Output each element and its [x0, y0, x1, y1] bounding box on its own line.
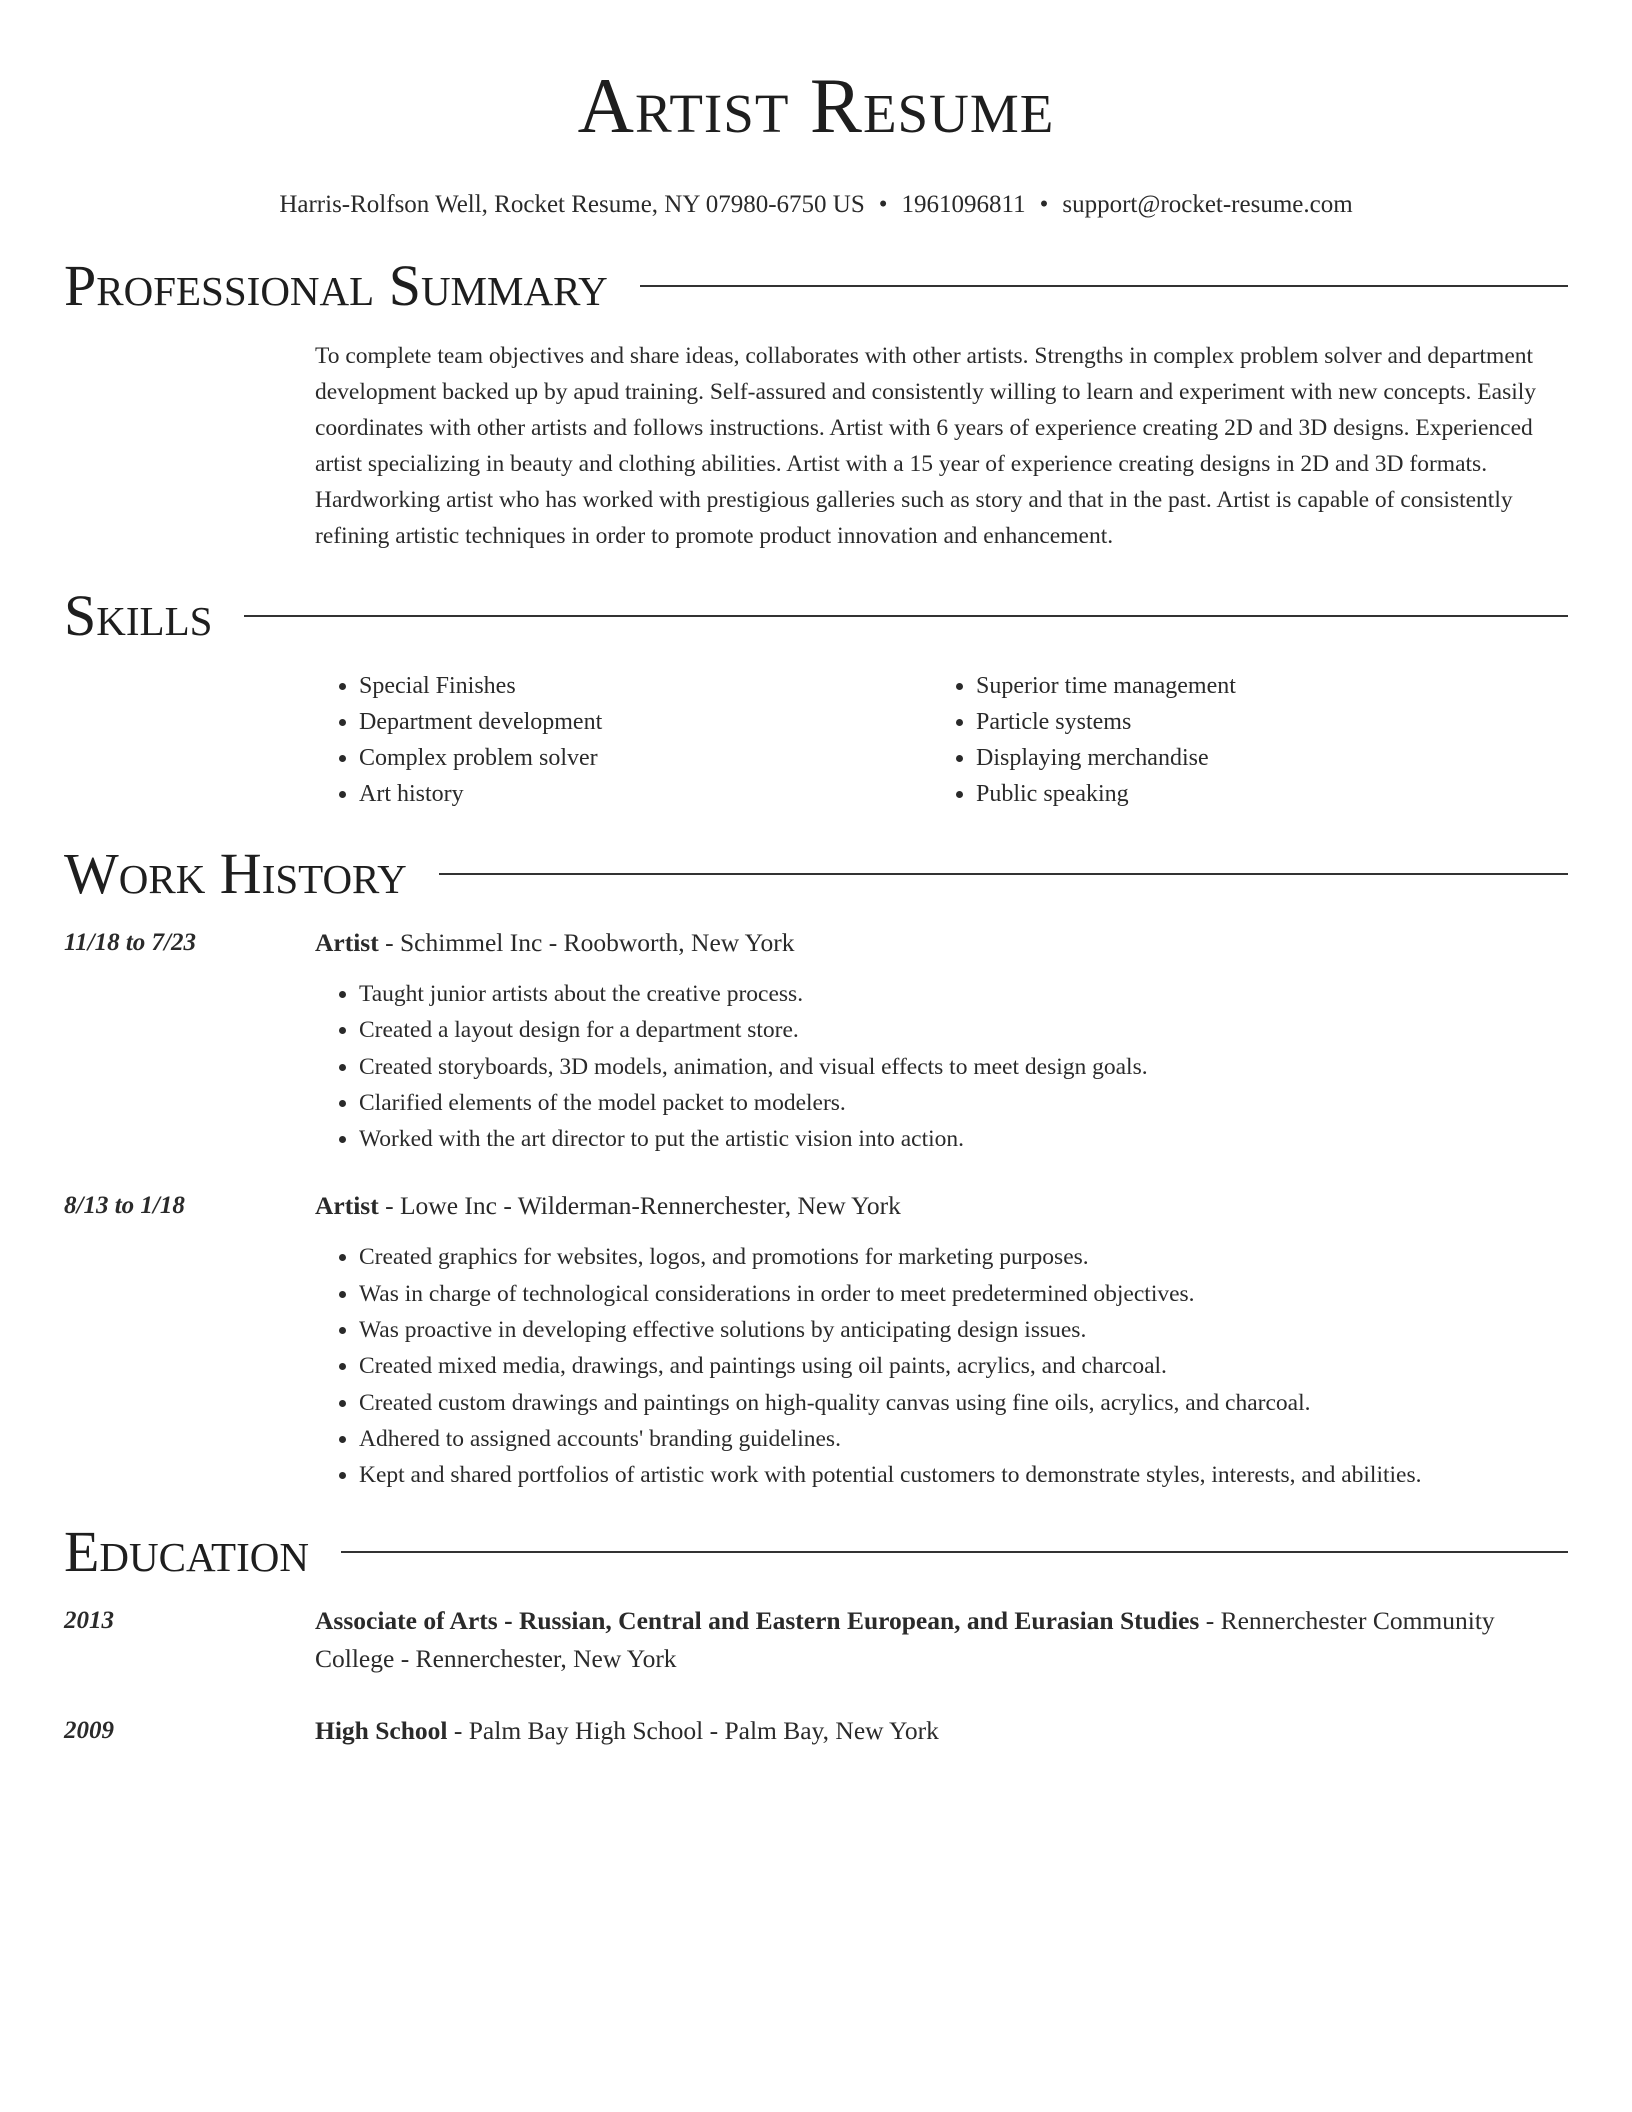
education-degree: High School	[315, 1715, 448, 1745]
work-history-heading: Work History	[64, 841, 407, 906]
skill-item: • Art history	[359, 776, 932, 812]
skill-item: • Particle systems	[976, 704, 1549, 740]
job-dates: 11/18 to 7/23	[64, 929, 196, 956]
job-details: - Schimmel Inc - Roobworth, New York	[378, 928, 795, 957]
job-bullet: • Kept and shared portfolios of artistic work with potential customers to demonstrate styles, interests, and abilities.	[359, 1457, 1568, 1493]
education-entry	[64, 1712, 1568, 1750]
contact-line	[64, 190, 1568, 220]
job-dates: 8/13 to 1/18	[64, 1192, 185, 1220]
education-header	[64, 1520, 1568, 1584]
section-divider	[439, 873, 1568, 875]
education-heading: Education	[64, 1518, 309, 1584]
contact-separator: •	[878, 191, 888, 218]
job-bullet: • Worked with the art director to put the artistic vision into action.	[359, 1121, 1568, 1157]
work-history-section	[64, 842, 1568, 1494]
resume-page	[64, 0, 1568, 1750]
job-header	[315, 1187, 1568, 1225]
summary-section	[64, 254, 1568, 554]
job-bullets	[315, 976, 1568, 1157]
contact-phone: 1961096811	[901, 191, 1026, 218]
job-bullet: • Clarified elements of the model packet to modelers.	[359, 1085, 1568, 1121]
job-bullet: • Created custom drawings and paintings on high-quality canvas using fine oils, acrylics, and charcoal.	[359, 1385, 1568, 1421]
job-bullet: • Was proactive in developing effective solutions by anticipating design issues.	[359, 1312, 1568, 1348]
education-details	[315, 1712, 1568, 1750]
skill-item: • Complex problem solver	[359, 740, 932, 776]
skill-item: • Displaying merchandise	[976, 740, 1549, 776]
job-bullet: • Adhered to assigned accounts' branding guidelines.	[359, 1421, 1568, 1457]
skill-item: • Superior time management	[976, 668, 1549, 704]
job-bullet: • Was in charge of technological considerations in order to meet predetermined objectives.	[359, 1276, 1568, 1312]
section-divider	[244, 615, 1568, 617]
education-year: 2013	[64, 1606, 114, 1634]
resume-title: Artist Resume	[577, 62, 1055, 149]
skills-header	[64, 584, 1568, 648]
contact-email: support@rocket-resume.com	[1062, 191, 1353, 218]
education-school: - Rennerchester Community College - Rennerchester, New York	[315, 1605, 1495, 1673]
job-title: Artist	[315, 1191, 379, 1221]
education-details	[315, 1602, 1568, 1678]
job-title: Artist	[315, 928, 379, 957]
education-entry	[64, 1602, 1568, 1678]
job-bullet: • Created graphics for websites, logos, and promotions for marketing purposes.	[359, 1239, 1568, 1275]
job-header	[315, 924, 1568, 962]
skills-column-right	[932, 668, 1549, 812]
education-degree: Associate of Arts - Russian, Central and Eastern European, and Eurasian Studies	[315, 1605, 1200, 1635]
contact-address: Harris-Rolfson Well, Rocket Resume, NY 07980-6750 US	[279, 191, 865, 218]
education-school: - Palm Bay High School - Palm Bay, New York	[447, 1715, 939, 1745]
job-body	[315, 1187, 1568, 1493]
job-bullets	[315, 1239, 1568, 1493]
education-year: 2009	[64, 1716, 114, 1744]
summary-heading: Professional Summary	[64, 253, 608, 318]
job-body	[315, 924, 1568, 1157]
job-bullet: • Created mixed media, drawings, and paintings using oil paints, acrylics, and charcoal.	[359, 1348, 1568, 1384]
skills-section	[64, 584, 1568, 812]
job-bullet: • Created a layout design for a department store.	[359, 1012, 1568, 1048]
job-bullet: • Created storyboards, 3D models, animation, and visual effects to meet design goals.	[359, 1049, 1568, 1085]
skill-item: • Public speaking	[976, 776, 1549, 812]
skills-column-left	[315, 668, 932, 812]
skill-item: • Special Finishes	[359, 668, 932, 704]
work-history-header	[64, 842, 1568, 906]
education-section	[64, 1520, 1568, 1750]
section-divider	[341, 1551, 1568, 1553]
skills-list	[315, 668, 1568, 812]
summary-header	[64, 254, 1568, 318]
contact-separator: •	[1039, 191, 1049, 218]
skill-item: • Department development	[359, 704, 932, 740]
job-bullet: • Taught junior artists about the creative process.	[359, 976, 1568, 1012]
job-entry	[64, 1187, 1568, 1493]
job-details: - Lowe Inc - Wilderman-Rennerchester, New York	[378, 1191, 901, 1221]
job-entry	[64, 924, 1568, 1157]
summary-text: To complete team objectives and share ideas, collaborates with other artists. Strengths in complex problem solver and department development backed up by apud training. Self-assured and consistently willing to learn and experiment with new concepts. Easily coordinates with other artists and follows instructions. Artist with 6 years of experience creating 2D and 3D designs. Experienced artist specializing in beauty and clothing abilities. Artist with a 15 year of experience creating designs in 2D and 3D formats. Hardworking artist who has worked with prestigious galleries such as story and that in the past. Artist is capable of consistently refining artistic techniques in order to promote product innovation and enhancement.	[315, 343, 1537, 549]
skills-heading: Skills	[64, 583, 213, 648]
section-divider	[640, 285, 1568, 287]
